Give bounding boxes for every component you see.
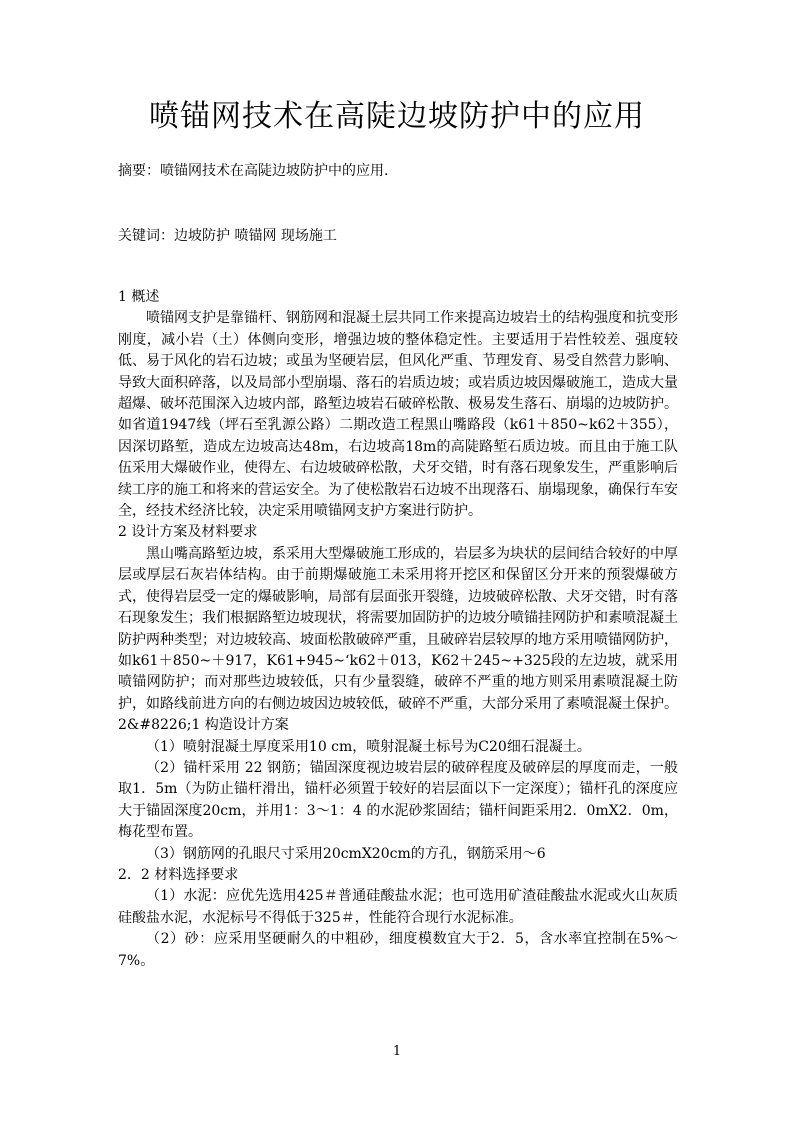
section-2-1-item-3: （3）钢筋网的孔眼尺寸采用20cmX20cm的方孔，钢筋采用～6 bbox=[146, 845, 546, 862]
section-1-paragraph: 喷锚网支护是靠锚杆、钢筋网和混凝土层共同工作来提高边坡岩土的结构强度和抗变形刚度，减小岩（土）体侧向变形，增强边坡的整体稳定性。主要适用于岩性较差、强度较低、易于风化的岩石边坡；或虽为坚硬岩层，但风化严重、节理发育、易受自然营力影响、导致大面积碎落，以及局部小型崩塌、落石的岩质边坡；或岩质边坡因爆破施工，造成大量超爆、破坏范围深入边坡内部，路堑边坡岩石破碎松散、极易发生落石、崩塌的边坡防护。如省道1947线（坪石至乳源公路）二期改造工程黑山嘴路段（k61＋850~k62＋355），因深切路堑，造成左边坡高达48m，右边坡高18m的高陡路堑石质边坡。而且由于施工队伍采用大爆破作业，使得左、右边坡破碎松散，犬牙交错，时有落石现象发生，严重影响后续工序的施工和将来的营运安全。为了使松散岩石边坡不出现落石、崩塌现象，确保行车安全，经技术经济比较，决定采用喷锚网支护方案进行防护。 bbox=[118, 310, 678, 520]
section-heading-1: 1 概述 bbox=[118, 289, 160, 305]
document-body bbox=[118, 287, 678, 972]
section-heading-2-1: 2&#8226;1 构造设计方案 bbox=[118, 717, 289, 734]
section-2-paragraph: 黑山嘴高路堑边坡，系采用大型爆破施工形成的，岩层多为块状的层间结合较好的中厚层或厚层石灰岩体结构。由于前期爆破施工未采用将开挖区和保留区分开来的预裂爆破方式，使得岩层受一定的爆破影响，局部有层面张开裂缝，边坡破碎松散、犬牙交错，时有落石现象发生；我们根据路堑边坡现状，将需要加固防护的边坡分喷锚挂网防护和素喷混凝土防护两种类型；对边坡较高、坡面松散破碎严重，且破碎岩层较厚的地方采用喷锚网防护，如k61＋850~＋917，K61+945~‘k62＋013，K62＋245~+325段的左边坡，就采用喷锚网防护；而对那些边坡较低，只有少量裂缝，破碎不严重的地方则采用素喷混凝土防护，如路线前进方向的右侧边坡因边坡较低，破碎不严重，大部分采用了素喷混凝土保护。 bbox=[118, 545, 678, 712]
section-2-1-item-2: （2）锚杆采用 22 钢筋；锚固深度视边坡岩层的破碎程度及破碎层的厚度而走，一般取1．5m（为防止锚杆滑出，锚杆必须置于较好的岩层面以下一定深度）；锚杆孔的深度应大于锚固深度20cm，并用1：3～1：4 的水泥砂浆固结；锚杆间距采用2．0mX2．0m，梅花型布置。 bbox=[118, 759, 678, 841]
section-2-2-item-1: （1）水泥：应优先选用425＃普通硅酸盐水泥；也可选用矿渣硅酸盐水泥或火山灰质硅酸盐水泥，水泥标号不得低于325＃，性能符合现行水泥标准。 bbox=[118, 888, 678, 926]
abstract: 摘要：喷锚网技术在高陡边坡防护中的应用. bbox=[118, 163, 389, 179]
keywords: 关键词：边坡防护 喷锚网 现场施工 bbox=[118, 228, 337, 244]
document-title: 喷锚网技术在高陡边坡防护中的应用 bbox=[149, 99, 645, 134]
section-2-1-item-1: （1）喷射混凝土厚度采用10 cm，喷射混凝土标号为C20细石混凝土。 bbox=[146, 738, 591, 755]
page-number: 1 bbox=[392, 1044, 402, 1059]
section-heading-2-2: 2．2 材料选择要求 bbox=[118, 866, 239, 883]
section-2-2-item-2: （2）砂：应采用坚硬耐久的中粗砂，细度模数宜大于2．5，含水率宜控制在5%～7%。 bbox=[118, 931, 678, 969]
section-heading-2: 2 设计方案及材料要求 bbox=[118, 524, 258, 541]
